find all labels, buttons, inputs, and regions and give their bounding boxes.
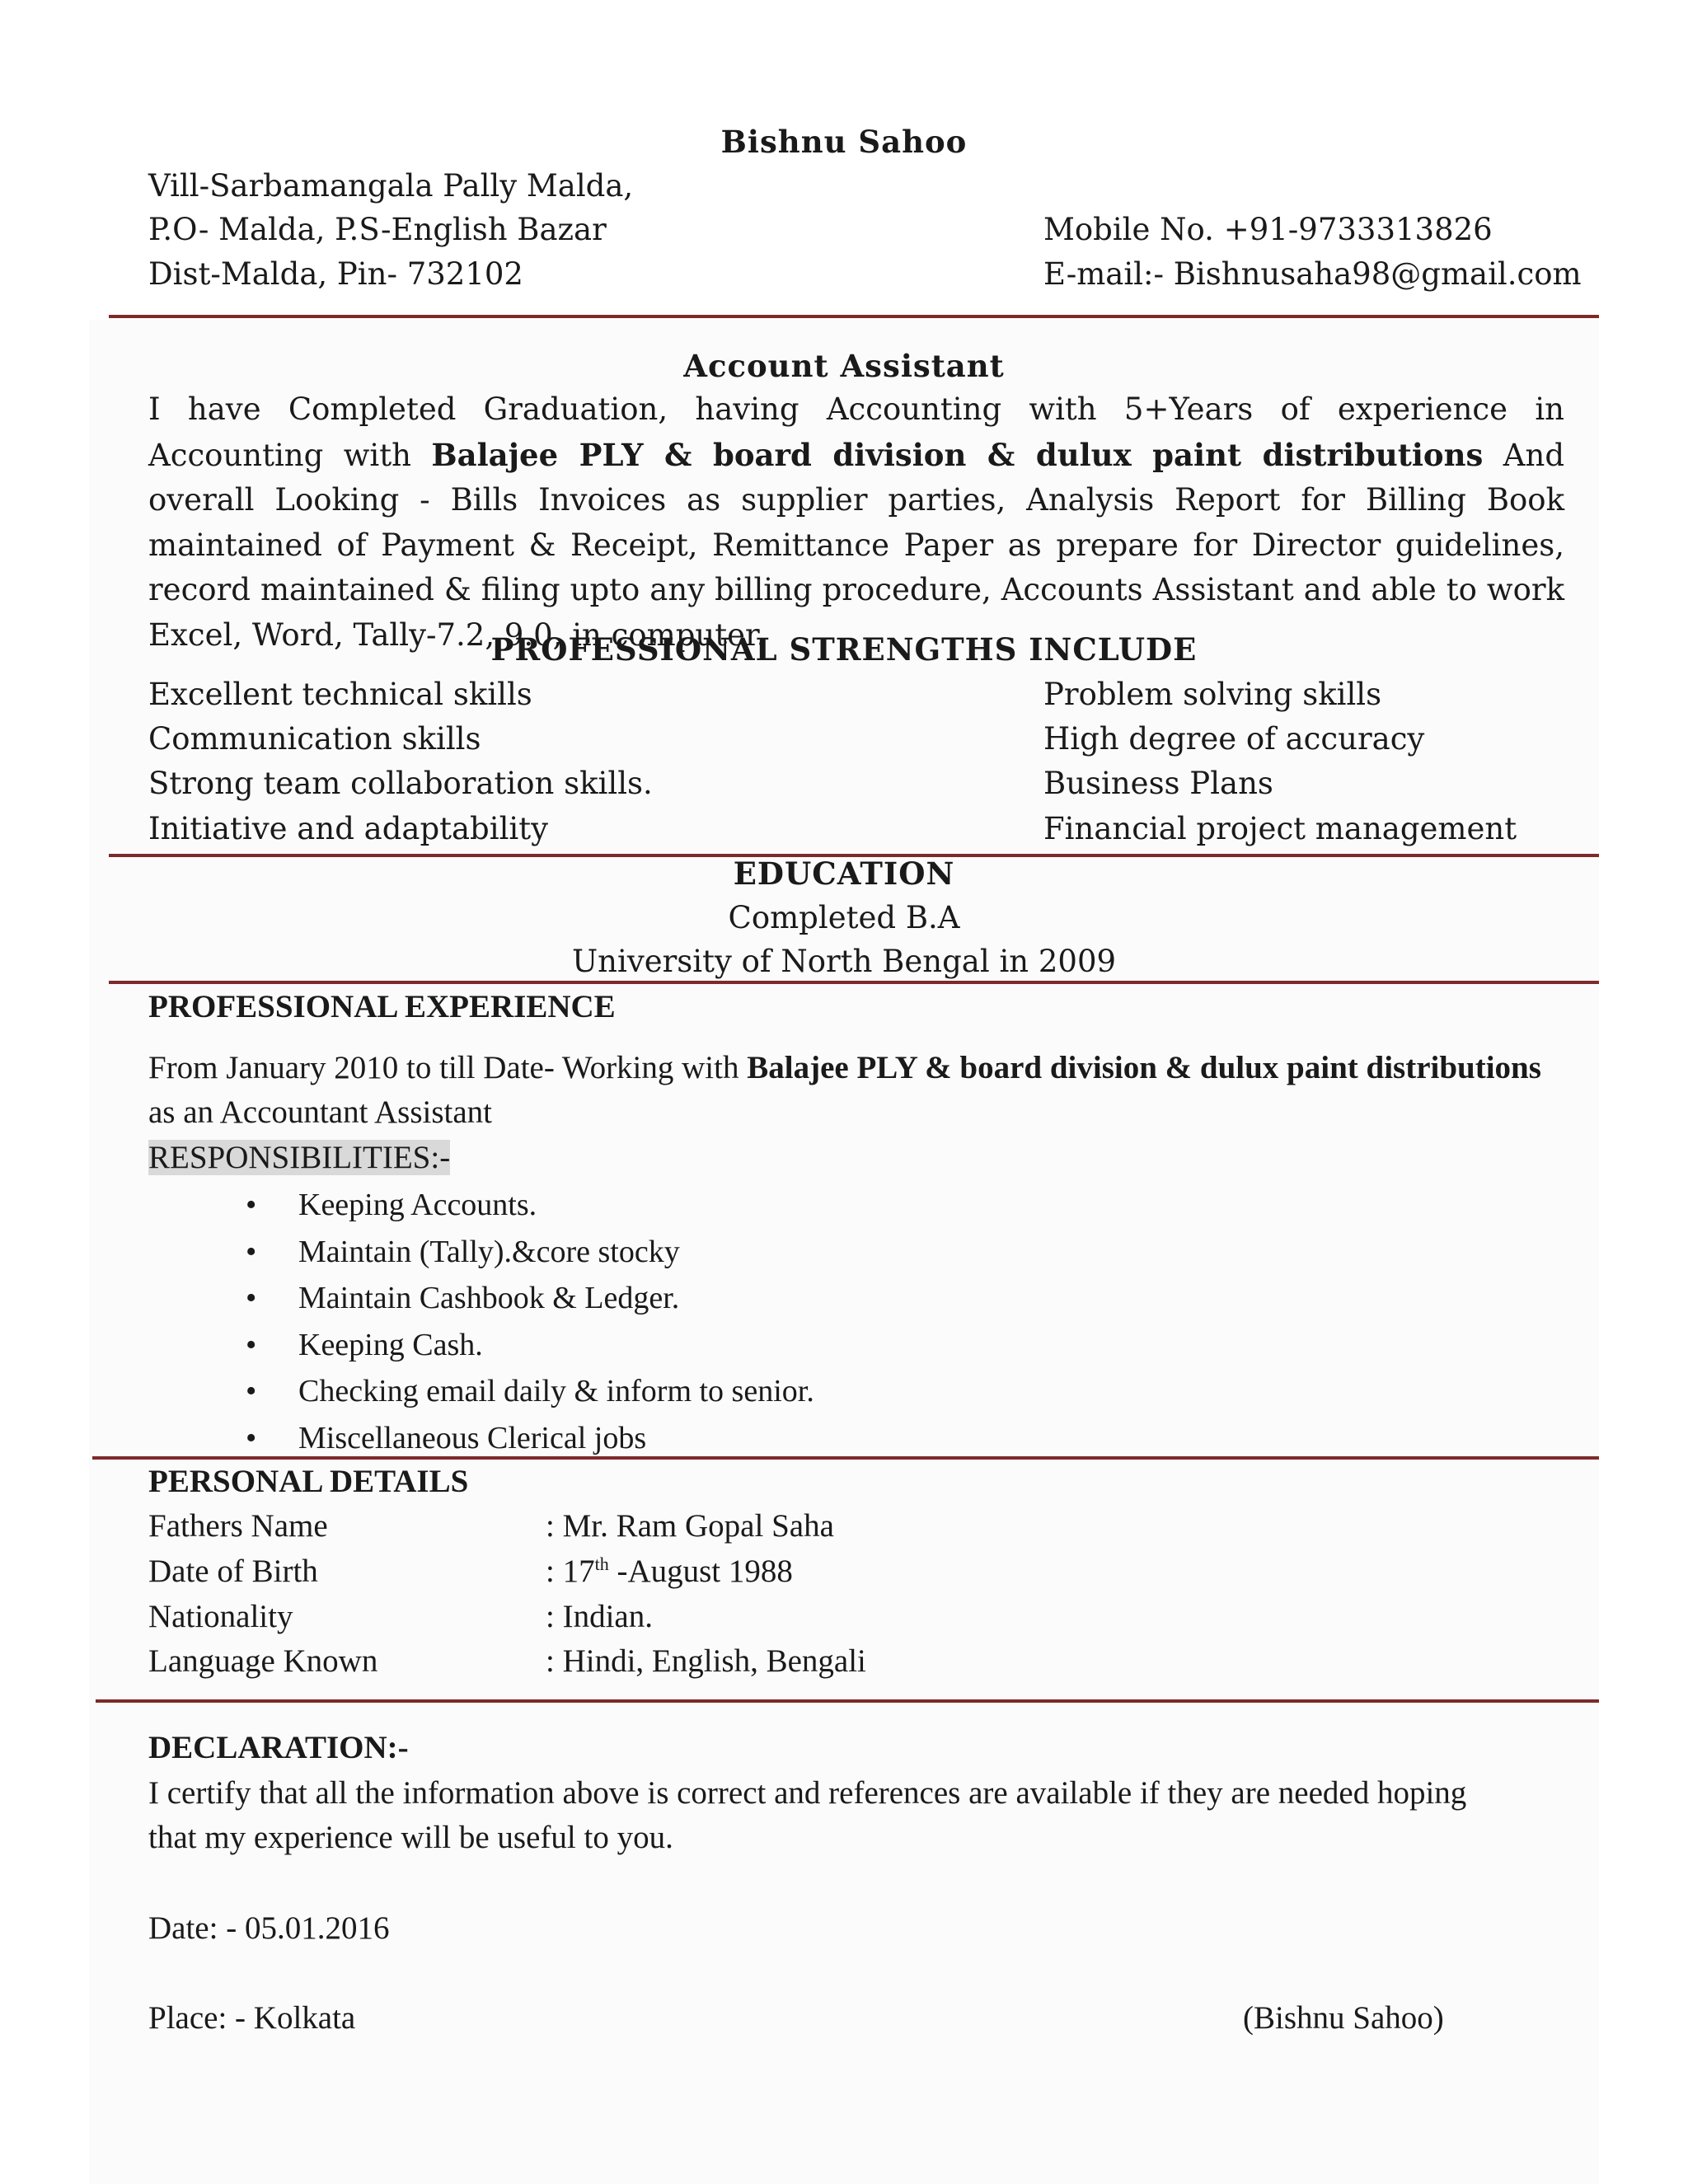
responsibility-text: Checking email daily & inform to senior.: [298, 1374, 814, 1408]
dob-month-year: -August 1988: [608, 1554, 793, 1589]
bullet-icon: •: [246, 1421, 257, 1455]
address-line-3: Dist-Malda, Pin- 732102: [148, 256, 523, 292]
education-university: University of North Bengal in 2009: [571, 944, 1117, 979]
bullet-icon: •: [246, 1235, 257, 1269]
responsibility-text: Miscellaneous Clerical jobs: [298, 1421, 647, 1455]
strength-left-2: Communication skills: [148, 721, 481, 757]
divider-personal: [96, 1699, 1599, 1703]
responsibility-text: Keeping Accounts.: [298, 1188, 537, 1222]
objective-paragraph: [148, 387, 1564, 658]
candidate-name: Bishnu Sahoo: [720, 124, 968, 160]
strength-right-2: High degree of accuracy: [1043, 721, 1425, 757]
responsibilities-label-text: RESPONSIBILITIES:-: [148, 1140, 451, 1175]
responsibilities-label: [148, 1137, 450, 1179]
experience-title: PROFESSIONAL EXPERIENCE: [148, 989, 616, 1024]
personal-value-language: : Hindi, English, Bengali: [546, 1643, 866, 1679]
education-degree: Completed B.A: [728, 900, 960, 935]
strengths-title: PROFESSIONAL STRENGTHS INCLUDE: [490, 631, 1198, 668]
objective-text-2: And overall Looking - Bills Invoices as supplier parties, Analysis Report for Billing Book maintained of Payment & Receipt, Remittance Paper as prepare for Director guidelines, record maintained & filing upto any billing procedure, Accounts Assistant and able to work Excel, Word, Tally-7.2, 9.0, in computer.: [148, 437, 1565, 653]
strength-right-3: Business Plans: [1043, 766, 1273, 801]
personal-value-father: : Mr. Ram Gopal Saha: [546, 1508, 834, 1544]
objective-company: Balajee PLY & board division & dulux paint distributions: [431, 436, 1484, 473]
experience-period: From January 2010 to till Date- Working with: [148, 1050, 739, 1085]
bullet-icon: •: [246, 1188, 257, 1222]
experience-line-2: as an Accountant Assistant: [148, 1094, 493, 1130]
declaration-place: Place: - Kolkata: [148, 2000, 356, 2036]
dob-ordinal: th: [594, 1554, 609, 1574]
personal-value-nationality: : Indian.: [546, 1599, 653, 1634]
email-address: E-mail:- Bishnusaha98@gmail.com: [1043, 256, 1582, 292]
personal-label-nationality: Nationality: [148, 1599, 293, 1634]
bullet-icon: •: [246, 1328, 257, 1362]
divider-header: [109, 315, 1599, 318]
divider-experience: [92, 1456, 1599, 1460]
personal-value-dob: [546, 1550, 793, 1593]
responsibility-text: Keeping Cash.: [298, 1328, 483, 1362]
objective-title: Account Assistant: [683, 348, 1005, 384]
experience-company: Balajee PLY & board division & dulux paint distributions: [747, 1050, 1541, 1085]
mobile-number: Mobile No. +91-9733313826: [1043, 212, 1493, 247]
responsibility-text: Maintain Cashbook & Ledger.: [298, 1281, 680, 1315]
dob-day: : 17: [546, 1554, 595, 1589]
declaration-line-1: I certify that all the information above is correct and references are available if they are needed hoping: [148, 1775, 1467, 1811]
strength-left-4: Initiative and adaptability: [148, 811, 549, 846]
declaration-date: Date: - 05.01.2016: [148, 1910, 390, 1946]
strength-right-4: Financial project management: [1043, 811, 1517, 846]
declaration-title: DECLARATION:-: [148, 1730, 409, 1765]
bullet-icon: •: [246, 1374, 257, 1408]
strength-left-3: Strong team collaboration skills.: [148, 766, 653, 801]
address-line-2: P.O- Malda, P.S-English Bazar: [148, 212, 607, 247]
declaration-line-2: that my experience will be useful to you.: [148, 1820, 673, 1855]
strength-left-1: Excellent technical skills: [148, 677, 532, 712]
address-line-1: Vill-Sarbamangala Pally Malda,: [148, 168, 634, 204]
personal-label-father: Fathers Name: [148, 1508, 328, 1544]
responsibility-text: Maintain (Tally).&core stocky: [298, 1235, 680, 1269]
education-title: EDUCATION: [733, 855, 955, 892]
bullet-icon: •: [246, 1281, 257, 1315]
signature-name: (Bishnu Sahoo): [1243, 2000, 1444, 2036]
personal-details-title: PERSONAL DETAILS: [148, 1464, 469, 1499]
strength-right-1: Problem solving skills: [1043, 677, 1382, 712]
personal-label-dob: Date of Birth: [148, 1554, 318, 1589]
divider-education: [109, 981, 1599, 984]
objective-text-1: I have Completed Graduation, having Accounting with 5+Years of experience in Accounting with: [148, 391, 1564, 473]
personal-label-language: Language Known: [148, 1643, 378, 1679]
experience-line-1: [148, 1047, 1541, 1090]
